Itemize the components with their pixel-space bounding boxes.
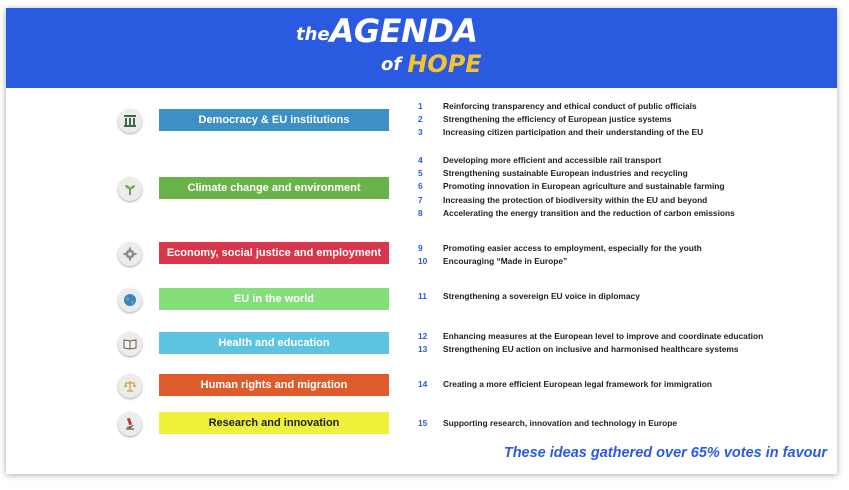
category-research: Research and innovation — [159, 412, 389, 434]
category-world: EU in the world — [159, 288, 389, 310]
items-democracy — [418, 99, 833, 139]
list-item: 8 Accelerating the energy transition and the reduction of carbon emissions — [418, 207, 735, 218]
list-item: 14 Creating a more efficient European legal framework for immigration — [418, 378, 712, 389]
list-item: 3 Increasing citizen participation and their understanding of the EU — [418, 127, 704, 138]
globe-icon — [118, 288, 142, 312]
footer-statement: These ideas gathered over 65% votes in favour — [503, 445, 827, 461]
book-icon — [118, 332, 142, 356]
logo-subtitle — [381, 50, 491, 80]
plant-icon — [118, 177, 142, 201]
microscope-icon — [118, 412, 142, 436]
logo-of: of — [381, 54, 402, 75]
logo-agenda: AGENDA — [329, 12, 478, 50]
list-item: 11 Strengthening a sovereign EU voice in diplomacy — [418, 290, 640, 301]
items-research — [418, 416, 833, 429]
logo-the: the — [296, 24, 330, 45]
list-item: 6 Promoting innovation in European agriculture and sustainable farming — [418, 181, 725, 192]
list-item: 7 Increasing the protection of biodiversity within the EU and beyond — [418, 194, 708, 205]
pillars-icon — [118, 109, 142, 133]
logo-ope: OPE — [427, 50, 482, 78]
list-item: 10 Encouraging “Made in Europe” — [418, 255, 568, 266]
logo-h: H — [407, 50, 428, 78]
category-economy: Economy, social justice and employment — [159, 242, 389, 264]
items-climate — [418, 153, 833, 219]
gear-icon — [118, 242, 142, 266]
agenda-card — [6, 8, 837, 474]
items-world — [418, 289, 833, 302]
category-health: Health and education — [159, 332, 389, 354]
category-democracy: Democracy & EU institutions — [159, 109, 389, 131]
items-rights — [418, 377, 833, 390]
items-health — [418, 329, 833, 356]
logo-title — [296, 12, 556, 52]
scales-icon — [118, 374, 142, 398]
list-item: 2 Strengthening the efficiency of European justice systems — [418, 113, 672, 124]
list-item: 4 Developing more efficient and accessible rail transport — [418, 154, 662, 165]
items-economy — [418, 241, 833, 268]
list-item: 1 Reinforcing transparency and ethical conduct of public officials — [418, 100, 697, 111]
category-climate: Climate change and environment — [159, 177, 389, 199]
list-item: 12 Enhancing measures at the European level to improve and coordinate education — [418, 330, 764, 341]
list-item: 13 Strengthening EU action on inclusive and harmonised healthcare systems — [418, 343, 739, 354]
header-banner — [6, 8, 837, 88]
list-item: 9 Promoting easier access to employment, especially for the youth — [418, 242, 702, 253]
category-rights: Human rights and migration — [159, 374, 389, 396]
list-item: 5 Strengthening sustainable European industries and recycling — [418, 167, 688, 178]
list-item: 15 Supporting research, innovation and technology in Europe — [418, 417, 678, 428]
